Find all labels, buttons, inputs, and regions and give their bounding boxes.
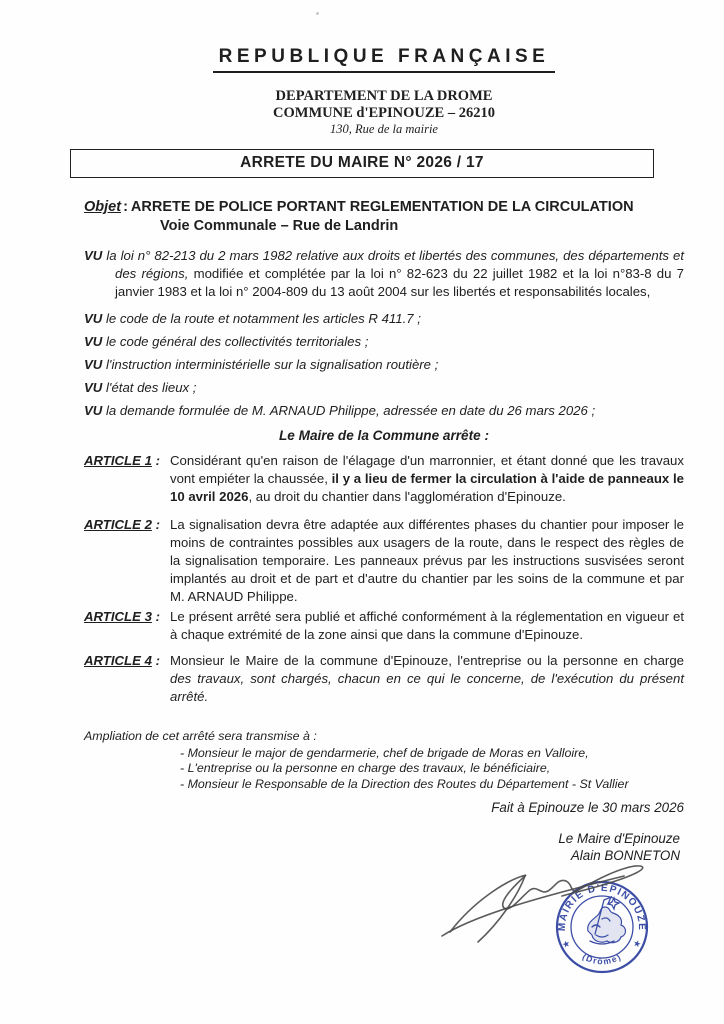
article-1-body: Considérant qu'en raison de l'élagage d'un marronnier, et étant donné que les travaux vont empiéter la chaussée, il y a lieu de fermer la circulation à l'aide de panneaux le 10 avril 2026, au droit du chantier dans l'agglomération d'Epinouze. xyxy=(170,453,684,504)
commune-line: COMMUNE d'EPINOUZE – 26210 xyxy=(273,105,495,121)
visa-text: le code général des collectivités territoriales ; xyxy=(102,334,369,349)
objet-colon: : xyxy=(123,199,128,215)
department-line: DEPARTEMENT DE LA DROME xyxy=(275,88,493,104)
signer-title: Le Maire d'Epinouze xyxy=(558,831,680,846)
decree-line: Le Maire de la Commune arrête : xyxy=(278,428,489,443)
article-4 xyxy=(84,652,684,706)
article-4-body: Monsieur le Maire de la commune d'Epinouze, l'entreprise ou la personne en charge des travaux, sont chargés, chacun en ce qui le concerne, de l'exécution du présent arrêté. xyxy=(170,653,684,704)
visa-text: modifiée et complétée par la loi n° 82-623 du 22 juillet 1982 et la loi n°83-8 du 7 janvier 1983 et la loi n° 2004-809 du 13 août 2004 sur les libertés et responsabilités locales, xyxy=(115,266,685,299)
visa-paragraph xyxy=(84,247,684,301)
stamp-top-text: MAIRIE D'EPINOUZE xyxy=(556,882,648,932)
visa-text: l'instruction interministérielle sur la signalisation routière ; xyxy=(102,357,439,372)
signature-scribble xyxy=(428,840,678,955)
article-2 xyxy=(84,516,684,606)
ampliation-item: - L'entreprise ou la personne en charge des travaux, le bénéficiaire, xyxy=(180,761,551,775)
visa-text: l'état des lieux ; xyxy=(102,380,197,395)
stamp-star-left-icon: ★ xyxy=(560,937,572,950)
vu-keyword: VU xyxy=(84,248,103,263)
ampliation-intro: Ampliation de cet arrêté sera transmise à : xyxy=(84,729,317,743)
scan-speck xyxy=(316,12,319,15)
objet-line2: Voie Communale – Rue de Landrin xyxy=(160,218,399,234)
arrete-title: ARRETE DU MAIRE N° 2026 / 17 xyxy=(240,154,484,171)
ampliation-item: - Monsieur le Responsable de la Direction des Routes du Département - St Vallier xyxy=(180,776,629,791)
visa-paragraph xyxy=(84,333,684,351)
republic-title: REPUBLIQUE FRANÇAISE xyxy=(213,46,556,73)
visa-text: le code de la route et notamment les articles R 411.7 ; xyxy=(102,311,421,326)
stamp-star-right-icon: ★ xyxy=(631,937,643,950)
vu-keyword: VU xyxy=(84,334,103,349)
stamp-bottom-text: (Drôme) xyxy=(580,951,624,967)
address-line: 130, Rue de la mairie xyxy=(330,122,438,136)
vu-keyword: VU xyxy=(84,357,103,372)
article-1 xyxy=(84,452,684,506)
ampliation-item: - Monsieur le major de gendarmerie, chef de brigade de Moras en Valloire, xyxy=(180,745,589,760)
place-date-line: Fait à Epinouze le 30 mars 2026 xyxy=(491,800,684,815)
article-4-label: ARTICLE 4 : xyxy=(84,653,160,668)
articles-section xyxy=(84,452,684,706)
vu-keyword: VU xyxy=(84,311,103,326)
visa-text: la demande formulée de M. ARNAUD Philippe, adressée en date du 26 mars 2026 ; xyxy=(102,403,596,418)
document-header xyxy=(84,46,684,137)
vu-keyword: VU xyxy=(84,403,103,418)
ampliation-block xyxy=(84,729,684,792)
visa-paragraph xyxy=(84,402,684,420)
visa-paragraph xyxy=(84,379,684,397)
article-2-label: ARTICLE 2 : xyxy=(84,517,160,532)
signer-name: Alain BONNETON xyxy=(570,847,680,863)
article-3 xyxy=(84,608,684,644)
arrete-title-box xyxy=(70,149,654,178)
visa-text: la loi n° 82-213 du 2 mars 1982 relative aux droits et libertés des communes, des départements et des régions, xyxy=(102,248,684,281)
objet-label: Objet xyxy=(84,199,122,215)
article-2-body: La signalisation devra être adaptée aux différentes phases du chantier pour imposer le moins de contraintes possibles aux usagers de la route, dans le respect des règles de la signalisation temporaire. Les panneaux prévus par les instructions susvisées seront implantés au droit et de part et d'autre du chantier par les soins de la commune et par M. ARNAUD Philippe. xyxy=(170,517,684,604)
visa-paragraph xyxy=(84,356,684,374)
visa-section xyxy=(84,247,684,420)
objet-line1: ARRETE DE POLICE PORTANT REGLEMENTATION DE LA CIRCULATION xyxy=(130,199,634,215)
article-3-body: Le présent arrêté sera publié et affiché conformément à la réglementation en vigueur et à chaque extrémité de la zone ainsi que dans la commune d'Epinouze. xyxy=(170,609,684,642)
visa-paragraph xyxy=(84,310,684,328)
article-1-label: ARTICLE 1 : xyxy=(84,453,160,468)
vu-keyword: VU xyxy=(84,380,103,395)
article-3-label: ARTICLE 3 : xyxy=(84,609,160,624)
objet-block xyxy=(84,198,684,236)
